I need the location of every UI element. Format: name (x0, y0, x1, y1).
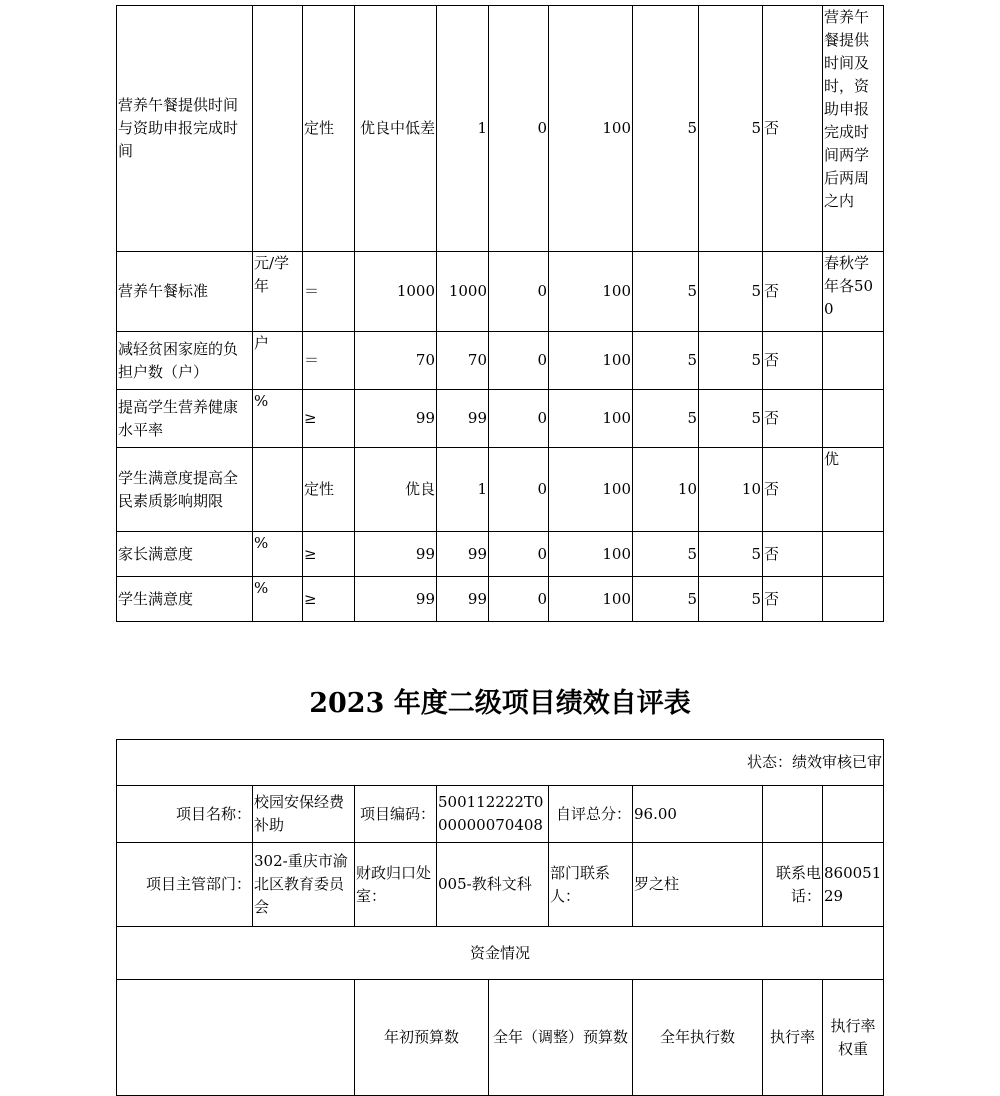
metric-operator: 定性 (303, 6, 355, 252)
metric-adjusted: 否 (763, 252, 823, 332)
dept-label: 项目主管部门： (117, 843, 253, 927)
metric-target: 优良 (355, 448, 437, 532)
metric-target: 优良中低差 (355, 6, 437, 252)
metric-score: 5 (699, 252, 763, 332)
metric-unit: 元/学年 (253, 252, 303, 332)
metric-target: 70 (355, 332, 437, 390)
funds-header: 全年（调整）预算数 (489, 980, 633, 1096)
finance-value: 005-教科文科 (437, 843, 549, 927)
metric-name: 提高学生营养健康水平率 (117, 390, 253, 448)
metric-actual: 70 (437, 332, 489, 390)
funds-heading: 资金情况 (117, 927, 884, 980)
metric-weight: 5 (633, 577, 699, 622)
metric-name: 减轻贫困家庭的负担户数（户） (117, 332, 253, 390)
metric-score: 5 (699, 332, 763, 390)
metric-deviation: 0 (489, 448, 549, 532)
metric-score: 5 (699, 390, 763, 448)
empty-cell (823, 786, 884, 843)
funds-header: 执行率 (763, 980, 823, 1096)
funds-header: 年初预算数 (355, 980, 489, 1096)
metric-actual: 99 (437, 532, 489, 577)
metric-rate: 100 (549, 532, 633, 577)
metric-weight: 5 (633, 390, 699, 448)
metric-unit (253, 448, 303, 532)
project-name-label: 项目名称： (117, 786, 253, 843)
metric-operator: ＝ (303, 332, 355, 390)
phone-label: 联系电话： (763, 843, 823, 927)
metric-note: 春秋学年各500 (823, 252, 884, 332)
metric-name: 营养午餐提供时间与资助申报完成时间 (117, 6, 253, 252)
metric-target: 1000 (355, 252, 437, 332)
status-cell: 状态：绩效审核已审 (117, 740, 884, 786)
metric-operator: 定性 (303, 448, 355, 532)
table-row (117, 532, 884, 577)
metric-actual: 1 (437, 448, 489, 532)
metric-score: 5 (699, 6, 763, 252)
metric-weight: 5 (633, 6, 699, 252)
metric-actual: 1 (437, 6, 489, 252)
metric-name: 学生满意度提高全民素质影响期限 (117, 448, 253, 532)
form-title: 2023 年度二级项目绩效自评表 (309, 688, 691, 719)
metric-rate: 100 (549, 577, 633, 622)
metric-adjusted: 否 (763, 448, 823, 532)
project-code-label: 项目编码： (355, 786, 437, 843)
metric-note (823, 577, 884, 622)
metric-name: 学生满意度 (117, 577, 253, 622)
project-name-value: 校园安保经费补助 (253, 786, 355, 843)
table-row (117, 332, 884, 390)
metric-adjusted: 否 (763, 577, 823, 622)
metric-weight: 5 (633, 252, 699, 332)
metrics-table (116, 5, 884, 622)
metric-rate: 100 (549, 252, 633, 332)
metric-adjusted: 否 (763, 532, 823, 577)
self-score-value: 96.00 (633, 786, 763, 843)
table-row (117, 6, 884, 252)
empty-cell (763, 786, 823, 843)
metric-adjusted: 否 (763, 6, 823, 252)
metric-note (823, 390, 884, 448)
metric-unit: 户 (253, 332, 303, 390)
metric-name: 营养午餐标准 (117, 252, 253, 332)
table-row (117, 390, 884, 448)
metric-weight: 10 (633, 448, 699, 532)
metric-adjusted: 否 (763, 332, 823, 390)
metric-rate: 100 (549, 6, 633, 252)
metric-score: 5 (699, 532, 763, 577)
metric-rate: 100 (549, 448, 633, 532)
contact-label: 部门联系人： (549, 843, 633, 927)
table-row (117, 577, 884, 622)
metric-deviation: 0 (489, 577, 549, 622)
metric-deviation: 0 (489, 390, 549, 448)
finance-label: 财政归口处室： (355, 843, 437, 927)
metric-operator: ≥ (303, 390, 355, 448)
metric-actual: 99 (437, 577, 489, 622)
metric-name: 家长满意度 (117, 532, 253, 577)
funds-header: 全年执行数 (633, 980, 763, 1096)
metric-deviation: 0 (489, 532, 549, 577)
metric-unit: % (253, 577, 303, 622)
table-row (117, 252, 884, 332)
metric-adjusted: 否 (763, 390, 823, 448)
self-evaluation-form (116, 739, 884, 1096)
metric-target: 99 (355, 532, 437, 577)
contact-value: 罗之柱 (633, 843, 763, 927)
metric-note (823, 532, 884, 577)
metric-operator: ＝ (303, 252, 355, 332)
metric-operator: ≥ (303, 532, 355, 577)
funds-header: 执行率权重 (823, 980, 884, 1096)
self-score-label: 自评总分： (549, 786, 633, 843)
metric-actual: 1000 (437, 252, 489, 332)
metric-unit: % (253, 532, 303, 577)
metric-deviation: 0 (489, 332, 549, 390)
empty-cell (117, 980, 355, 1096)
metric-weight: 5 (633, 332, 699, 390)
metric-unit (253, 6, 303, 252)
project-code-value: 500112222T000000070408 (437, 786, 549, 843)
table-row (117, 448, 884, 532)
metric-unit: % (253, 390, 303, 448)
phone-value: 86005129 (823, 843, 884, 927)
metric-deviation: 0 (489, 6, 549, 252)
metric-target: 99 (355, 390, 437, 448)
metric-deviation: 0 (489, 252, 549, 332)
metric-note: 优 (823, 448, 884, 532)
dept-value: 302-重庆市渝北区教育委员会 (253, 843, 355, 927)
metric-rate: 100 (549, 332, 633, 390)
metric-operator: ≥ (303, 577, 355, 622)
metric-note: 营养午餐提供时间及时，资助申报完成时间两学后两周之内 (823, 6, 884, 252)
metric-score: 10 (699, 448, 763, 532)
metric-weight: 5 (633, 532, 699, 577)
metric-rate: 100 (549, 390, 633, 448)
metric-target: 99 (355, 577, 437, 622)
metric-note (823, 332, 884, 390)
metric-actual: 99 (437, 390, 489, 448)
metric-score: 5 (699, 577, 763, 622)
